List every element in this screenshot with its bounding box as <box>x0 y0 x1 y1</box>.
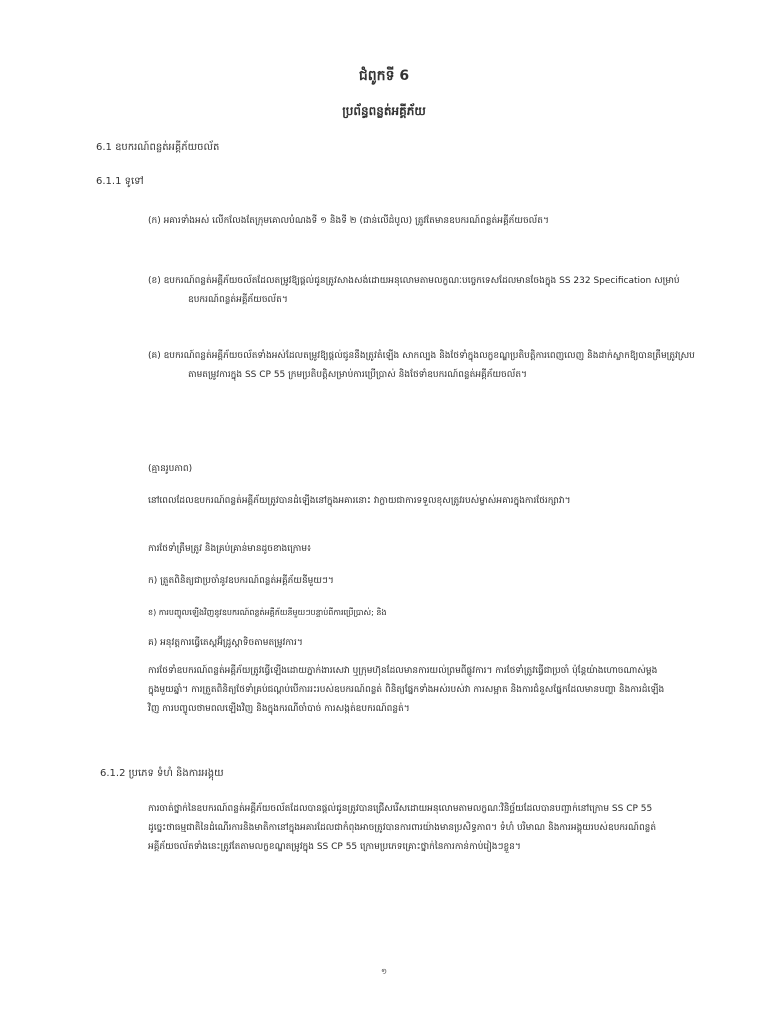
paragraph-maintenance-intro: ការថែទាំត្រឹមត្រូវ និងគ្រប់គ្រាន់មានដូចខាងក្រោម៖ <box>148 544 312 554</box>
section-heading: 6.1 ឧបករណ៍ពន្លត់អគ្គីភ័យចល័ត <box>96 142 220 153</box>
subsection-heading: 6.1.1 ទូទៅ <box>96 176 144 187</box>
maintenance-item-a: ក) ត្រួតពិនិត្យជាប្រចាំនូវឧបករណ៍ពន្លត់អគ្គីភ័យនីមួយៗ។ <box>148 576 334 586</box>
maintenance-item-c: គ) អនុវត្តការធ្វើតេស្តអ៊ីដ្រូស្តាទិចតាមតម្រូវការ។ <box>148 638 303 648</box>
clause-a: (ក) អគារទាំងអស់ លើកលែងតែក្រុមគោលបំណងទី ១ និងទី ២ (ជាន់លើដំបូល) ត្រូវតែមានឧបករណ៍ពន្លត់អគ្គីភ័យចល័ត។ <box>148 216 549 226</box>
paragraph-types: ការចាត់ថ្នាក់នៃឧបករណ៍ពន្លត់អគ្គីភ័យចល័តដែលបានផ្តល់ជូនត្រូវបានជ្រើសរើសដោយអនុលោមតាមលក្ខណៈវិនិច្ឆ័យដែលបានបញ្ជាក់នៅក្រោម SS CP 55 ដូច្នេះថាធម្មជាតិនៃដំណើរការនិងមាតិកានៅក្នុងអគារដែលជាកំពុងអាចត្រូវបានការពារយ៉ាងមានប្រសិទ្ធភាព។ ទំហំ បរិមាណ និងការអង្គុយរបស់ឧបករណ៍ពន្លត់អគ្គីភ័យចល័តទាំងនេះត្រូវតែតាមលក្ខខណ្ឌតម្រូវក្នុង SS CP 55 ក្រោមប្រភេទគ្រោះថ្នាក់នៃការកាន់កាប់រៀងៗខ្លួន។ <box>148 804 657 852</box>
paragraph-service: ការថែទាំឧបករណ៍ពន្លត់អគ្គីភ័យត្រូវធ្វើឡើងដោយភ្នាក់ងារសេវា ឬក្រុមហ៊ុនដែលមានការយល់ព្រមពីផ្លូវការ។ ការថែទាំត្រូវធ្វើជាប្រចាំ ប៉ុន្តែយ៉ាងហោចណាស់ម្តងក្នុងមួយឆ្នាំ។ ការត្រួតពិនិត្យថែទាំគ្រប់ជណ្តប់បើការរះរបស់ឧបករណ៍ពន្លត់ ពិនិត្យផ្នែកទាំងអស់របស់វា ការសម្អាត និងការជំនួសផ្នែកដែលមានបញ្ហា និងការដំឡើងវិញ ការបញ្ចូលថាមពលឡើងវិញ និងក្នុងករណីចាំបាច់ ការសង្កត់ឧបករណ៍ពន្លត់។ <box>148 666 665 714</box>
clause-c: (គ) ឧបករណ៍ពន្លត់អគ្គីភ័យចល័តទាំងអស់ដែលតម្រូវឱ្យផ្តល់ជូននឹងត្រូវតំឡើង សាកល្បង និងថែទាំក្នុងលក្ខខណ្ឌប្រតិបត្តិការពេញលេញ និងដាក់ស្លាកឱ្យបានត្រឹមត្រូវស្របតាមតម្រូវការក្នុង SS CP 55 ក្រមប្រតិបត្តិសម្រាប់ការប្រើប្រាស់ និងថែទាំឧបករណ៍ពន្លត់អគ្គីភ័យចល័ត។ <box>148 351 695 380</box>
no-image-note: (គ្មានរូបភាព) <box>148 464 193 474</box>
clause-b: (ខ) ឧបករណ៍ពន្លត់អគ្គីភ័យចល័តដែលតម្រូវឱ្យផ្តល់ជូនត្រូវសាងសង់ដោយអនុលោមតាមលក្ខណៈបច្ចេកទេសដែលមានចែងក្នុង SS 232 Specification សម្រាប់ឧបករណ៍ពន្លត់អគ្គីភ័យចល័ត។ <box>148 276 680 305</box>
maintenance-item-b: ខ) ការបញ្ចូលឡើងវិញនូវឧបករណ៍ពន្លត់អគ្គីភ័យនីមួយៗបន្ទាប់ពីការប្រើប្រាស់; និង <box>148 608 387 617</box>
paragraph-responsibility: នៅពេលដែលឧបករណ៍ពន្លត់អគ្គីភ័យត្រូវបានដំឡើងនៅក្នុងអគារនោះ វាក្លាយជាការទទួលខុសត្រូវរបស់ម្ចាស់អគារក្នុងការថែរក្សាវា។ <box>148 496 571 506</box>
chapter-title: ជំពូកទី 6 <box>358 68 410 84</box>
page-number: ១ <box>380 967 388 976</box>
subsection-heading-types: 6.1.2 ប្រភេទ ទំហំ និងការអង្គុយ <box>100 768 224 779</box>
chapter-subtitle: ប្រព័ន្ធពន្លត់អគ្គីភ័យ <box>342 104 426 118</box>
